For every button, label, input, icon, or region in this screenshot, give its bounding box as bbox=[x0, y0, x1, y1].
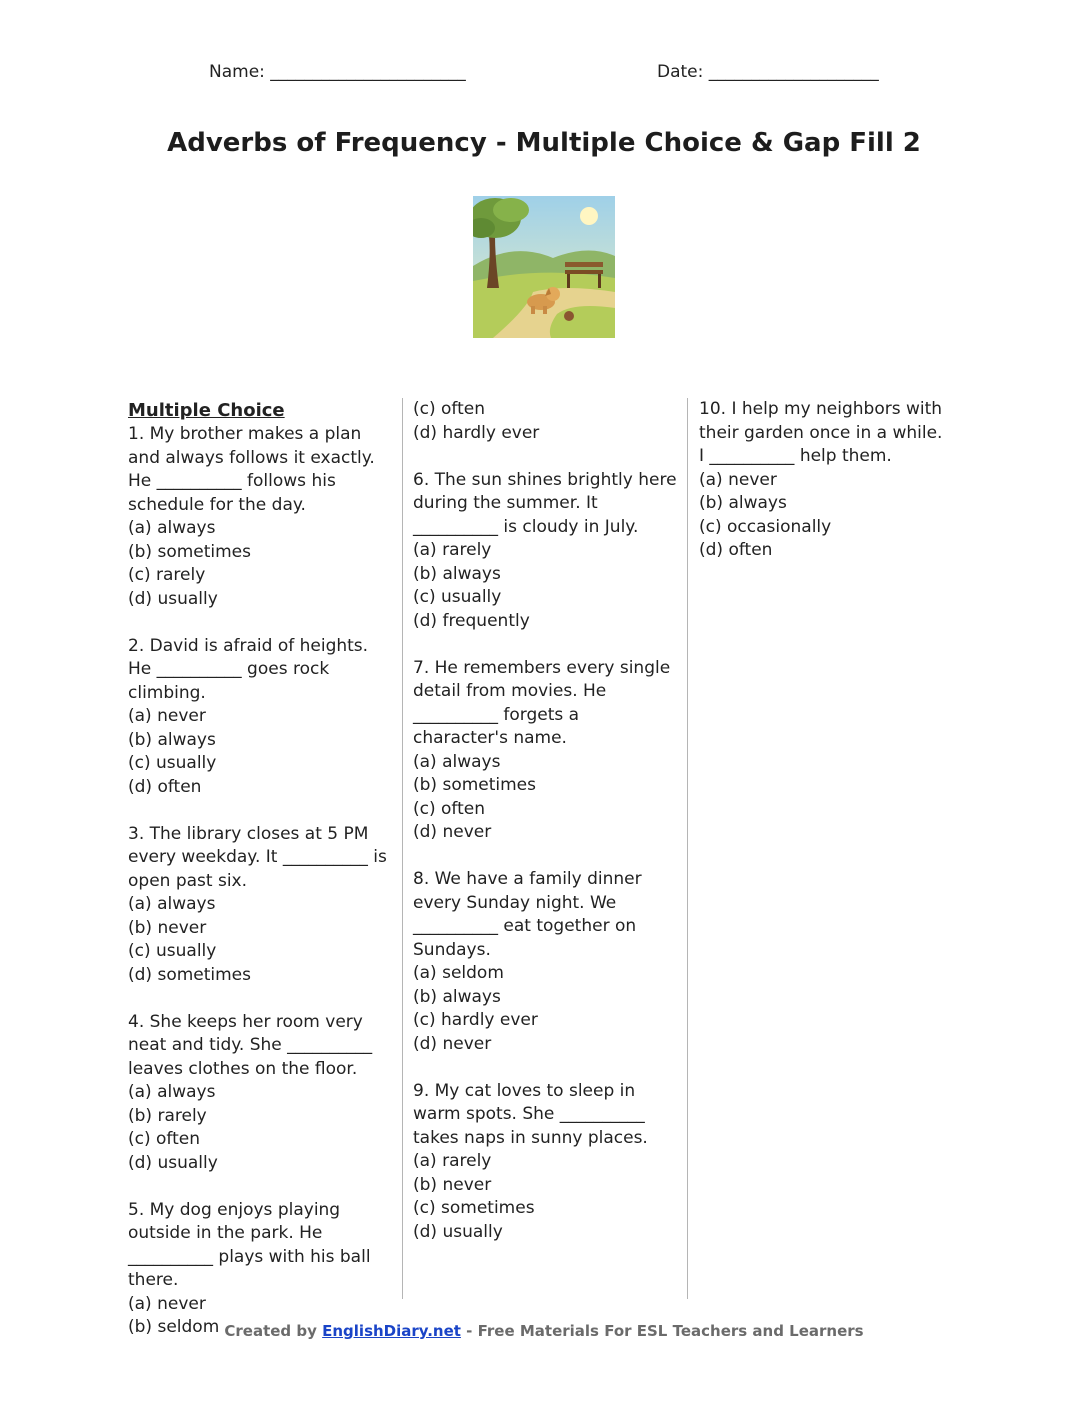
option: (a) rarely bbox=[413, 540, 492, 560]
option: (d) usually bbox=[128, 588, 218, 609]
option: (a) always bbox=[128, 1082, 216, 1102]
footer bbox=[0, 1322, 1088, 1340]
option: (b) always bbox=[413, 986, 501, 1007]
option: (c) often bbox=[128, 1129, 201, 1149]
column-2 bbox=[413, 398, 678, 1268]
worksheet-title: Adverbs of Frequency - Multiple Choice & Gap Fill 2 bbox=[167, 128, 921, 158]
question-6 bbox=[413, 469, 678, 634]
question-text: 7. He remembers every single detail from movies. He __________ forgets a character's name. bbox=[413, 657, 671, 748]
option: (d) usually bbox=[413, 1221, 503, 1242]
question-text: 8. We have a family dinner every Sunday night. We __________ eat together on Sundays. bbox=[413, 869, 642, 960]
question-text: 5. My dog enjoys playing outside in the park. He __________ plays with his ball there. bbox=[128, 1199, 371, 1290]
question-9 bbox=[413, 1080, 678, 1245]
question-text: 10. I help my neighbors with their garden once in a while. I __________ help them. bbox=[699, 399, 943, 466]
option: (b) seldom bbox=[128, 1317, 220, 1337]
park-dog-illustration bbox=[473, 196, 615, 338]
question-text: 1. My brother makes a plan and always follows it exactly. He __________ follows his schedule for the day. bbox=[128, 424, 375, 515]
question-text: 2. David is afraid of heights. He __________ goes rock climbing. bbox=[128, 635, 369, 703]
option: (a) never bbox=[128, 706, 206, 726]
date-field: Date: ____________________ bbox=[657, 62, 879, 82]
question-7 bbox=[413, 657, 678, 845]
option: (c) often bbox=[413, 798, 486, 819]
question-10 bbox=[699, 398, 949, 563]
option: (c) occasionally bbox=[699, 516, 832, 537]
option: (d) usually bbox=[128, 1152, 218, 1173]
option: (c) often bbox=[413, 399, 486, 419]
question-4 bbox=[128, 1011, 393, 1176]
option: (b) always bbox=[699, 493, 787, 513]
option: (a) never bbox=[699, 469, 777, 490]
option: (a) always bbox=[413, 751, 501, 772]
option: (d) hardly ever bbox=[413, 422, 540, 443]
question-5 bbox=[128, 1199, 393, 1340]
question-1 bbox=[128, 423, 393, 611]
option: (a) rarely bbox=[413, 1151, 492, 1171]
question-text: 3. The library closes at 5 PM every weekday. It __________ is open past six. bbox=[128, 823, 387, 891]
option: (d) never bbox=[413, 1033, 492, 1054]
option: (b) never bbox=[128, 917, 207, 938]
option: (c) usually bbox=[128, 753, 217, 773]
question-2 bbox=[128, 635, 393, 800]
question-3 bbox=[128, 823, 393, 988]
option: (b) always bbox=[413, 563, 501, 584]
option: (c) hardly ever bbox=[413, 1010, 538, 1030]
question-text: 9. My cat loves to sleep in warm spots. She __________ takes naps in sunny places. bbox=[413, 1080, 648, 1148]
option: (a) always bbox=[128, 894, 216, 914]
option: (c) usually bbox=[128, 941, 217, 961]
question-text: 6. The sun shines brightly here during the summer. It __________ is cloudy in July. bbox=[413, 469, 677, 537]
column-divider bbox=[687, 398, 688, 1299]
option: (d) sometimes bbox=[128, 964, 252, 985]
section-heading: Multiple Choice bbox=[128, 400, 285, 421]
name-field: Name: _______________________ bbox=[209, 62, 466, 82]
option: (c) usually bbox=[413, 587, 502, 607]
option: (b) never bbox=[413, 1174, 492, 1195]
option: (d) often bbox=[128, 776, 202, 797]
option: (b) always bbox=[128, 729, 216, 750]
column-3 bbox=[699, 398, 949, 586]
option: (d) frequently bbox=[413, 610, 530, 631]
option: (a) never bbox=[128, 1293, 206, 1314]
column-1 bbox=[128, 398, 393, 1363]
question-8 bbox=[413, 868, 678, 1056]
question-text: 4. She keeps her room very neat and tidy. She __________ leaves clothes on the floor. bbox=[128, 1011, 373, 1079]
option: (b) sometimes bbox=[128, 541, 252, 562]
question-5-continued bbox=[413, 398, 678, 445]
englishdiary-link[interactable]: EnglishDiary.net bbox=[322, 1322, 461, 1340]
option: (c) sometimes bbox=[413, 1198, 535, 1218]
option: (d) never bbox=[413, 822, 492, 842]
footer-suffix: - Free Materials For ESL Teachers and Learners bbox=[460, 1322, 864, 1340]
option: (b) sometimes bbox=[413, 775, 537, 795]
column-divider bbox=[402, 398, 403, 1299]
option: (b) rarely bbox=[128, 1105, 207, 1126]
option: (c) rarely bbox=[128, 565, 206, 585]
footer-prefix: Created by bbox=[224, 1322, 323, 1340]
option: (a) seldom bbox=[413, 963, 504, 983]
option: (a) always bbox=[128, 518, 216, 538]
option: (d) often bbox=[699, 540, 773, 560]
